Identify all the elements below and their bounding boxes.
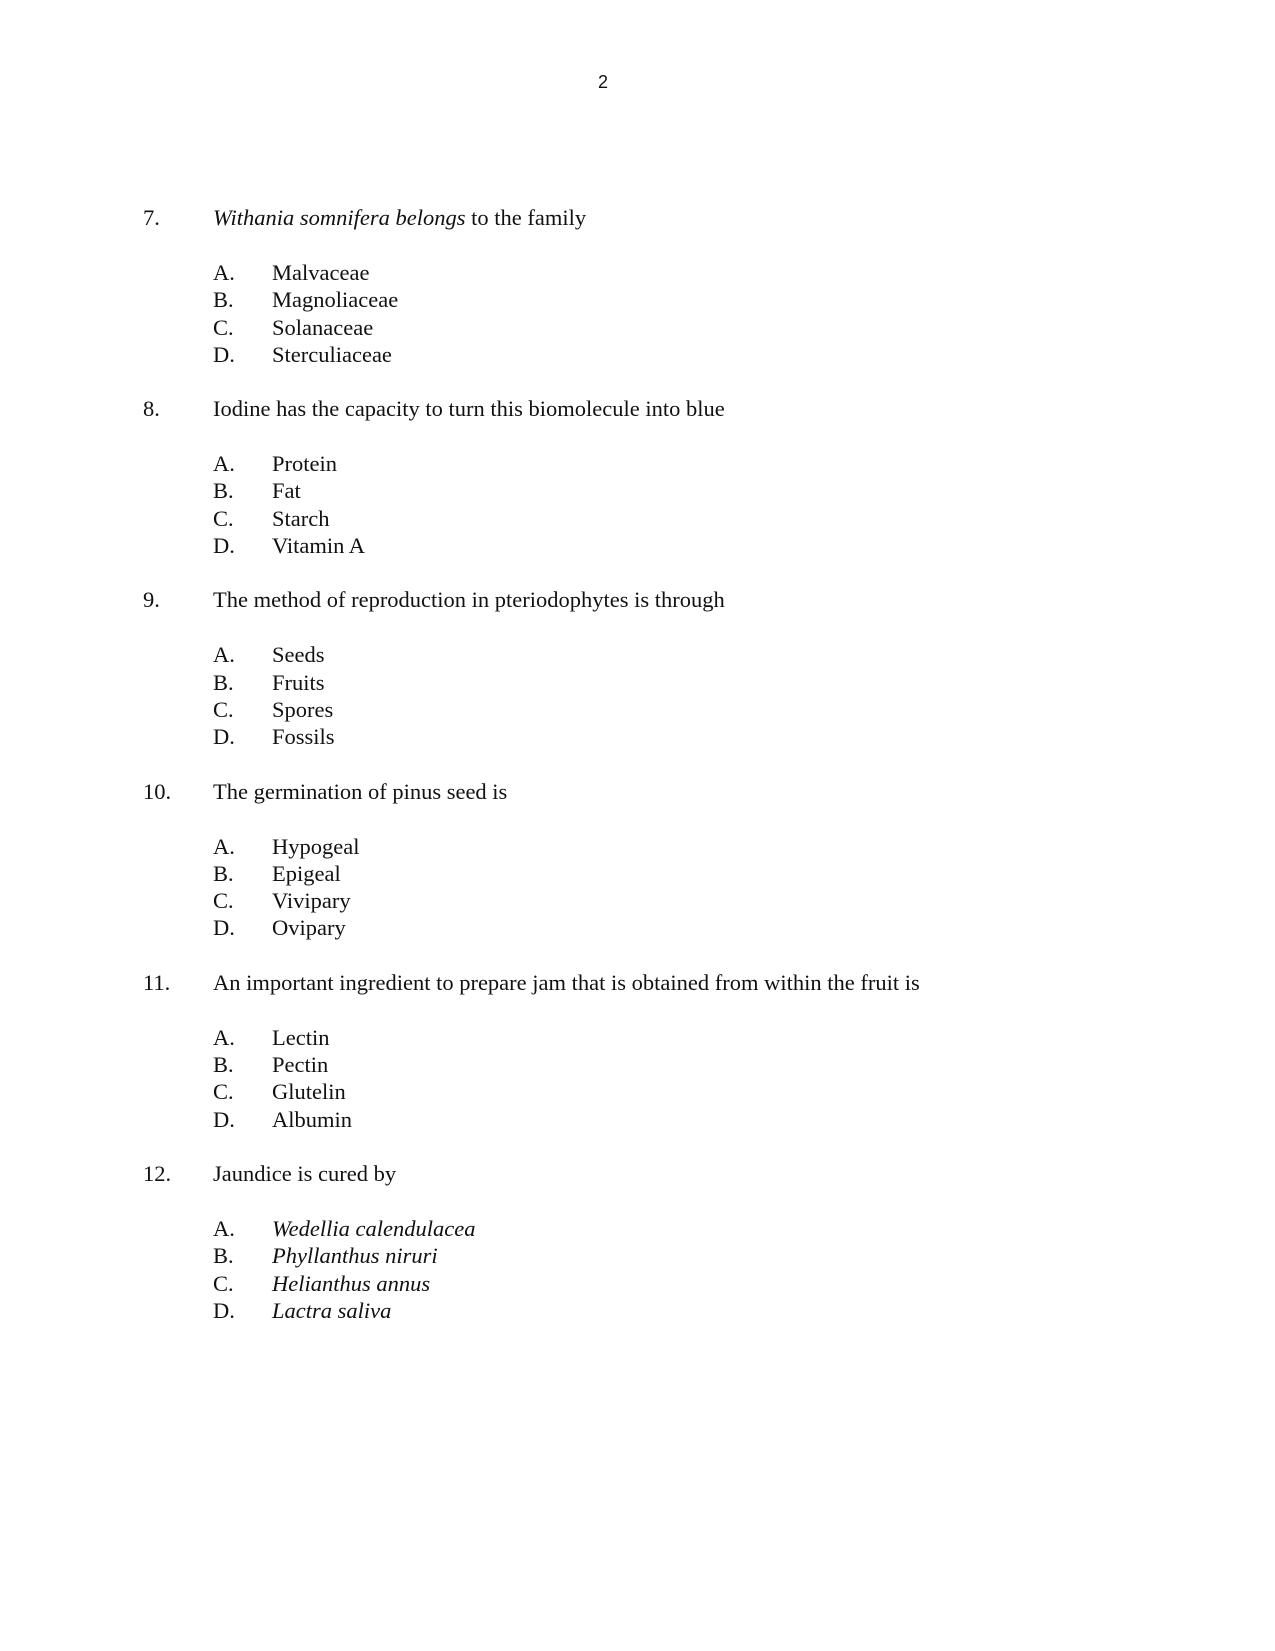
question-number: 10. xyxy=(143,778,172,804)
option-text: Seeds xyxy=(272,642,325,668)
option-letter: C. xyxy=(213,888,234,914)
question-italic-text: Withania somnifera belongs xyxy=(213,205,466,230)
page-number: 2 xyxy=(598,72,609,92)
option-letter: C. xyxy=(213,314,234,340)
question-plain-text: Iodine has the capacity to turn this biomolecule into blue xyxy=(213,396,725,422)
option-letter: D. xyxy=(213,341,235,367)
question-plain-text: An important ingredient to prepare jam that is obtained from within the fruit is xyxy=(213,969,920,995)
question-text xyxy=(213,1161,396,1189)
option-letter: B. xyxy=(213,860,234,886)
question-plain-text: The germination of pinus seed is xyxy=(213,778,508,804)
question-number: 9. xyxy=(143,587,160,613)
option-text: Malvaceae xyxy=(272,260,370,285)
option-text: Wedellia calendulacea xyxy=(272,1216,476,1241)
option-letter: A. xyxy=(213,1024,235,1050)
option-text: Lectin xyxy=(272,1024,330,1050)
option-text: Albumin xyxy=(272,1106,353,1132)
question-text xyxy=(213,396,725,424)
option-text: Phyllanthus niruri xyxy=(272,1243,438,1269)
question-plain-text: to the family xyxy=(465,205,587,230)
option-text: Fruits xyxy=(272,669,325,695)
option-letter: C. xyxy=(213,696,234,722)
question-text xyxy=(213,779,507,807)
option-text: Magnoliaceae xyxy=(272,287,399,313)
option-letter: A. xyxy=(213,451,235,477)
option-letter: A. xyxy=(213,260,235,285)
option-letter: D. xyxy=(213,915,235,941)
option-text: Lactra saliva xyxy=(272,1297,392,1323)
question-number: 7. xyxy=(143,205,160,230)
option-text: Spores xyxy=(272,696,334,722)
option-letter: B. xyxy=(213,669,234,695)
option-letter: A. xyxy=(213,1216,235,1241)
question-number: 8. xyxy=(143,396,160,422)
option-text: Epigeal xyxy=(272,860,341,886)
option-text: Pectin xyxy=(272,1052,329,1078)
question-text xyxy=(213,970,920,998)
option-letter: A. xyxy=(213,642,235,668)
option-text: Starch xyxy=(272,505,330,531)
option-text: Sterculiaceae xyxy=(272,341,392,367)
option-text: Glutelin xyxy=(272,1079,346,1105)
option-text: Helianthus annus xyxy=(272,1270,431,1296)
question-text xyxy=(213,205,586,233)
option-text: Solanaceae xyxy=(272,314,374,340)
option-letter: B. xyxy=(213,1052,234,1078)
option-letter: A. xyxy=(213,833,235,859)
question-number: 11. xyxy=(143,969,171,995)
question-plain-text: Jaundice is cured by xyxy=(213,1161,397,1186)
option-letter: D. xyxy=(213,1297,235,1323)
question-text xyxy=(213,587,725,615)
option-letter: C. xyxy=(213,505,234,531)
option-text: Hypogeal xyxy=(272,833,360,859)
option-letter: B. xyxy=(213,1243,234,1269)
option-text: Protein xyxy=(272,451,337,477)
option-letter: C. xyxy=(213,1079,234,1105)
option-text: Vivipary xyxy=(272,888,351,914)
option-letter: B. xyxy=(213,478,234,504)
option-text: Fat xyxy=(272,478,301,504)
option-letter: D. xyxy=(213,533,235,559)
option-letter: D. xyxy=(213,724,235,750)
option-letter: B. xyxy=(213,287,234,313)
question-plain-text: The method of reproduction in pteriodophytes is through xyxy=(213,587,725,613)
option-text: Ovipary xyxy=(272,915,346,941)
option-text: Vitamin A xyxy=(272,533,366,559)
question-number: 12. xyxy=(143,1161,172,1186)
option-text: Fossils xyxy=(272,724,335,750)
option-letter: C. xyxy=(213,1270,234,1296)
option-letter: D. xyxy=(213,1106,235,1132)
